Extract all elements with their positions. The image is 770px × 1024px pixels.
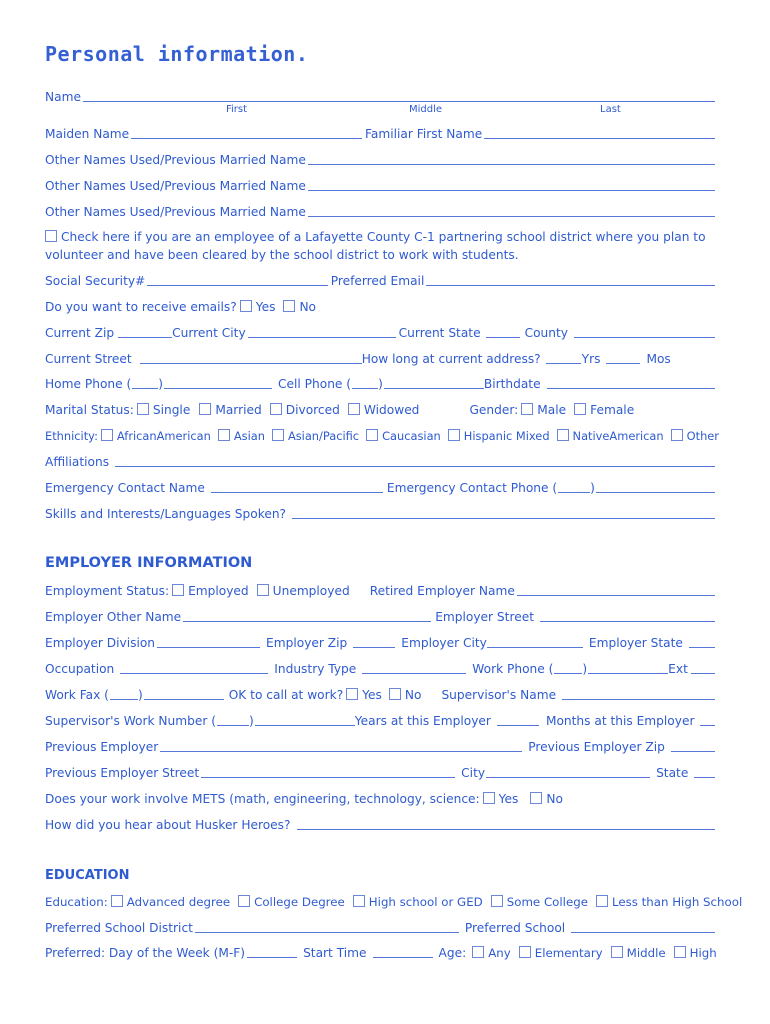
edu-lessthan-checkbox[interactable] bbox=[596, 895, 608, 907]
current-zip-field[interactable] bbox=[118, 326, 172, 338]
age-any-checkbox[interactable] bbox=[472, 946, 484, 958]
affiliations-field[interactable] bbox=[115, 455, 715, 467]
employed-checkbox[interactable] bbox=[172, 584, 184, 596]
current-state-field[interactable] bbox=[486, 326, 520, 338]
eth-asian-checkbox[interactable] bbox=[218, 429, 230, 441]
employer-heading: EMPLOYER INFORMATION bbox=[45, 555, 253, 571]
affiliations-row bbox=[45, 455, 718, 469]
eth-hispanic-label: Hispanic Mixed bbox=[463, 429, 550, 443]
male-checkbox[interactable] bbox=[521, 403, 533, 415]
last-caption: Last bbox=[600, 104, 621, 115]
other-names-label: Other Names Used/Previous Married Name bbox=[45, 205, 306, 219]
employer-state-label: Employer State bbox=[588, 636, 683, 650]
employed-label: Employed bbox=[188, 584, 249, 598]
previous-city-field[interactable] bbox=[486, 766, 650, 778]
eth-asianpacific-label: Asian/Pacific bbox=[287, 429, 360, 443]
school-district-row bbox=[45, 921, 718, 935]
employment-status-row bbox=[45, 584, 718, 598]
start-time-label: Start Time bbox=[303, 946, 367, 960]
age-any-label: Any bbox=[488, 946, 511, 960]
other-names-label: Other Names Used/Previous Married Name bbox=[45, 179, 306, 193]
other-names-row-1 bbox=[45, 153, 718, 167]
county-label: County bbox=[524, 326, 568, 340]
employment-status-label: Employment Status: bbox=[45, 584, 170, 598]
home-phone-field[interactable] bbox=[164, 377, 272, 389]
married-checkbox[interactable] bbox=[199, 403, 211, 415]
previous-state-label: State bbox=[656, 766, 689, 780]
cell-area-field[interactable] bbox=[352, 377, 378, 389]
birthdate-field[interactable] bbox=[547, 377, 715, 389]
edu-college-label: College Degree bbox=[254, 895, 345, 909]
fax-area-field[interactable] bbox=[110, 688, 138, 700]
emergency-area-field[interactable] bbox=[558, 481, 590, 493]
months-at-field[interactable] bbox=[700, 714, 715, 726]
ext-field[interactable] bbox=[691, 662, 715, 674]
age-label: Age: bbox=[438, 946, 467, 960]
pref-email-field[interactable] bbox=[426, 274, 715, 286]
current-zip-label: Current Zip bbox=[45, 326, 115, 340]
mets-yes-label: Yes bbox=[498, 792, 519, 806]
current-zip-row bbox=[45, 326, 718, 340]
employer-street-field[interactable] bbox=[540, 610, 715, 622]
work-area-field[interactable] bbox=[554, 662, 582, 674]
birthdate-label: Birthdate bbox=[483, 377, 541, 391]
retired-label: Retired Employer Name bbox=[369, 584, 515, 598]
employer-division-field[interactable] bbox=[157, 636, 260, 648]
supervisor-number-row bbox=[45, 714, 718, 728]
employee-check-text-2: volunteer and have been cleared by the school district to work with students. bbox=[45, 248, 519, 262]
employer-state-field[interactable] bbox=[689, 636, 715, 648]
affiliations-label: Affiliations bbox=[45, 455, 110, 469]
name-field[interactable] bbox=[83, 90, 715, 102]
ok-call-yes-label: Yes bbox=[362, 688, 382, 702]
eth-african-checkbox[interactable] bbox=[101, 429, 113, 441]
school-field[interactable] bbox=[571, 921, 715, 933]
supervisor-paren: ) bbox=[249, 714, 254, 728]
supervisor-area-field[interactable] bbox=[217, 714, 249, 726]
current-city-label: Current City bbox=[172, 326, 246, 340]
work-paren: ) bbox=[582, 662, 588, 676]
single-checkbox[interactable] bbox=[137, 403, 149, 415]
previous-employer-row bbox=[45, 740, 718, 754]
employee-check-text: Check here if you are an employee of a Lafayette County C-1 partnering school district where you plan to bbox=[61, 230, 706, 244]
fax-paren: ) bbox=[137, 688, 143, 702]
home-area-field[interactable] bbox=[132, 377, 158, 389]
preferred-day-label: Preferred: Day of the Week (M-F) bbox=[45, 946, 246, 960]
ssn-label: Social Security# bbox=[45, 274, 146, 288]
edu-advanced-checkbox[interactable] bbox=[111, 895, 123, 907]
hear-row bbox=[45, 818, 718, 832]
work-fax-row bbox=[45, 688, 718, 702]
marital-row bbox=[45, 403, 718, 417]
months-field[interactable] bbox=[606, 352, 640, 364]
divorced-label: Divorced bbox=[285, 403, 340, 417]
mets-no-label: No bbox=[546, 792, 563, 806]
edu-advanced-label: Advanced degree bbox=[126, 895, 231, 909]
married-label: Married bbox=[215, 403, 262, 417]
preferred-day-row bbox=[45, 946, 718, 960]
ok-call-no-checkbox[interactable] bbox=[389, 688, 401, 700]
name-label: Name bbox=[45, 90, 81, 104]
other-names-field[interactable] bbox=[308, 153, 715, 165]
familiar-label: Familiar First Name bbox=[364, 127, 483, 141]
name-row bbox=[45, 90, 718, 104]
employee-check-row bbox=[45, 230, 718, 244]
years-at-label: Years at this Employer bbox=[354, 714, 491, 728]
occupation-row bbox=[45, 662, 718, 676]
age-high-label: High bbox=[689, 946, 717, 960]
edu-somecollege-checkbox[interactable] bbox=[491, 895, 503, 907]
ok-call-yes-checkbox[interactable] bbox=[346, 688, 358, 700]
male-label: Male bbox=[537, 403, 567, 417]
eth-other-checkbox[interactable] bbox=[671, 429, 683, 441]
how-long-label: How long at current address? bbox=[361, 352, 541, 366]
ethnicity-label: Ethnicity: bbox=[45, 429, 98, 443]
cell-phone-label: Cell Phone ( bbox=[278, 377, 352, 391]
emergency-phone-label: Emergency Contact Phone ( bbox=[386, 481, 558, 495]
ext-label: Ext bbox=[668, 662, 688, 676]
cell-paren: ) bbox=[378, 377, 383, 391]
supervisor-field[interactable] bbox=[562, 688, 715, 700]
eth-asian-label: Asian bbox=[233, 429, 265, 443]
supervisor-number-field[interactable] bbox=[255, 714, 355, 726]
hear-label: How did you hear about Husker Heroes? bbox=[45, 818, 291, 832]
employee-check-row-2 bbox=[45, 248, 718, 262]
county-field[interactable] bbox=[574, 326, 715, 338]
email-yes-checkbox[interactable] bbox=[240, 300, 252, 312]
pref-email-label: Preferred Email bbox=[330, 274, 425, 288]
employer-city-label: Employer City bbox=[401, 636, 487, 650]
employer-other-label: Employer Other Name bbox=[45, 610, 182, 624]
emergency-name-label: Emergency Contact Name bbox=[45, 481, 205, 495]
ethnicity-row bbox=[45, 429, 718, 443]
work-fax-field[interactable] bbox=[144, 688, 224, 700]
other-names-label: Other Names Used/Previous Married Name bbox=[45, 153, 306, 167]
home-phone-label: Home Phone ( bbox=[45, 377, 132, 391]
ssn-row bbox=[45, 274, 718, 288]
emergency-paren: ) bbox=[590, 481, 595, 495]
eth-caucasian-label: Caucasian bbox=[382, 429, 441, 443]
receive-emails-label: Do you want to receive emails? bbox=[45, 300, 237, 314]
edu-somecollege-label: Some College bbox=[506, 895, 588, 909]
current-state-label: Current State bbox=[398, 326, 481, 340]
employer-zip-label: Employer Zip bbox=[266, 636, 348, 650]
employer-zip-field[interactable] bbox=[353, 636, 395, 648]
start-time-field[interactable] bbox=[373, 946, 433, 958]
email-no-label: No bbox=[299, 300, 317, 314]
emergency-name-field[interactable] bbox=[211, 481, 383, 493]
eth-caucasian-checkbox[interactable] bbox=[366, 429, 378, 441]
emergency-phone-field[interactable] bbox=[596, 481, 715, 493]
female-checkbox[interactable] bbox=[574, 403, 586, 415]
unemployed-checkbox[interactable] bbox=[257, 584, 269, 596]
previous-employer-label: Previous Employer bbox=[45, 740, 159, 754]
other-names-field[interactable] bbox=[308, 179, 715, 191]
maiden-field[interactable] bbox=[131, 127, 362, 139]
work-phone-label: Work Phone ( bbox=[472, 662, 554, 676]
mets-yes-checkbox[interactable] bbox=[483, 792, 495, 804]
previous-zip-label: Previous Employer Zip bbox=[528, 740, 665, 754]
eth-african-label: AfricanAmerican bbox=[116, 429, 211, 443]
cell-phone-field[interactable] bbox=[384, 377, 484, 389]
school-district-label: Preferred School District bbox=[45, 921, 193, 935]
page-title: Personal information. bbox=[45, 42, 309, 66]
school-label: Preferred School bbox=[464, 921, 566, 935]
eth-native-checkbox[interactable] bbox=[557, 429, 569, 441]
other-names-row-3 bbox=[45, 205, 718, 219]
current-city-field[interactable] bbox=[248, 326, 396, 338]
edu-highschool-label: High school or GED bbox=[368, 895, 483, 909]
unemployed-label: Unemployed bbox=[272, 584, 350, 598]
age-middle-checkbox[interactable] bbox=[611, 946, 623, 958]
years-field[interactable] bbox=[546, 352, 581, 364]
previous-city-label: City bbox=[461, 766, 486, 780]
school-district-field[interactable] bbox=[195, 921, 459, 933]
ok-call-label: OK to call at work? bbox=[228, 688, 344, 702]
ok-call-no-label: No bbox=[404, 688, 422, 702]
first-caption: First bbox=[226, 104, 248, 115]
ssn-field[interactable] bbox=[147, 274, 327, 286]
employer-city-field[interactable] bbox=[487, 636, 583, 648]
education-row bbox=[45, 895, 743, 909]
employee-checkbox[interactable] bbox=[45, 230, 57, 242]
mos-label: Mos bbox=[646, 352, 671, 366]
months-at-label: Months at this Employer bbox=[545, 714, 695, 728]
email-yes-label: Yes bbox=[255, 300, 276, 314]
gender-label: Gender: bbox=[469, 403, 519, 417]
email-no-checkbox[interactable] bbox=[283, 300, 295, 312]
supervisor-number-label: Supervisor's Work Number ( bbox=[45, 714, 217, 728]
current-street-label: Current Street bbox=[45, 352, 132, 366]
skills-label: Skills and Interests/Languages Spoken? bbox=[45, 507, 287, 521]
mets-row bbox=[45, 792, 718, 806]
occupation-field[interactable] bbox=[120, 662, 268, 674]
widowed-label: Widowed bbox=[363, 403, 420, 417]
occupation-label: Occupation bbox=[45, 662, 115, 676]
middle-caption: Middle bbox=[409, 104, 443, 115]
familiar-field[interactable] bbox=[484, 127, 715, 139]
female-label: Female bbox=[590, 403, 635, 417]
education-label: Education: bbox=[45, 895, 108, 909]
employer-other-field[interactable] bbox=[183, 610, 431, 622]
previous-street-label: Previous Employer Street bbox=[45, 766, 200, 780]
work-fax-label: Work Fax ( bbox=[45, 688, 109, 702]
age-middle-label: Middle bbox=[626, 946, 666, 960]
industry-label: Industry Type bbox=[274, 662, 357, 676]
yrs-label: Yrs bbox=[581, 352, 601, 366]
marital-label: Marital Status: bbox=[45, 403, 134, 417]
hear-field[interactable] bbox=[297, 818, 716, 830]
home-paren: ) bbox=[158, 377, 164, 391]
emergency-row bbox=[45, 481, 718, 495]
industry-field[interactable] bbox=[362, 662, 466, 674]
current-street-field[interactable] bbox=[140, 352, 362, 364]
employer-street-label: Employer Street bbox=[435, 610, 534, 624]
mets-no-checkbox[interactable] bbox=[530, 792, 542, 804]
current-street-row bbox=[45, 352, 718, 366]
edu-highschool-checkbox[interactable] bbox=[353, 895, 365, 907]
preferred-day-field[interactable] bbox=[247, 946, 297, 958]
edu-college-checkbox[interactable] bbox=[238, 895, 250, 907]
previous-street-field[interactable] bbox=[201, 766, 455, 778]
supervisor-label: Supervisor's Name bbox=[441, 688, 557, 702]
employer-division-label: Employer Division bbox=[45, 636, 156, 650]
previous-street-row bbox=[45, 766, 718, 780]
education-heading: EDUCATION bbox=[45, 868, 130, 883]
age-elementary-label: Elementary bbox=[534, 946, 603, 960]
other-names-row-2 bbox=[45, 179, 718, 193]
single-label: Single bbox=[152, 403, 191, 417]
eth-other-label: Other bbox=[686, 429, 719, 443]
skills-field[interactable] bbox=[292, 507, 715, 519]
phone-row bbox=[45, 377, 718, 391]
divorced-checkbox[interactable] bbox=[270, 403, 282, 415]
previous-employer-field[interactable] bbox=[160, 740, 522, 752]
previous-state-field[interactable] bbox=[694, 766, 715, 778]
work-phone-field[interactable] bbox=[588, 662, 668, 674]
widowed-checkbox[interactable] bbox=[348, 403, 360, 415]
eth-asianpacific-checkbox[interactable] bbox=[272, 429, 284, 441]
receive-emails-row bbox=[45, 300, 718, 314]
eth-hispanic-checkbox[interactable] bbox=[448, 429, 460, 441]
age-high-checkbox[interactable] bbox=[674, 946, 686, 958]
eth-native-label: NativeAmerican bbox=[572, 429, 664, 443]
other-names-field[interactable] bbox=[308, 205, 715, 217]
employer-division-row bbox=[45, 636, 718, 650]
retired-field[interactable] bbox=[517, 584, 715, 596]
employer-other-row bbox=[45, 610, 718, 624]
mets-label: Does your work involve METS (math, engineering, technology, science: bbox=[45, 792, 480, 806]
age-elementary-checkbox[interactable] bbox=[519, 946, 531, 958]
maiden-row bbox=[45, 127, 718, 141]
skills-row bbox=[45, 507, 718, 521]
edu-lessthan-label: Less than High School bbox=[611, 895, 743, 909]
previous-zip-field[interactable] bbox=[671, 740, 715, 752]
years-at-field[interactable] bbox=[497, 714, 539, 726]
maiden-label: Maiden Name bbox=[45, 127, 130, 141]
